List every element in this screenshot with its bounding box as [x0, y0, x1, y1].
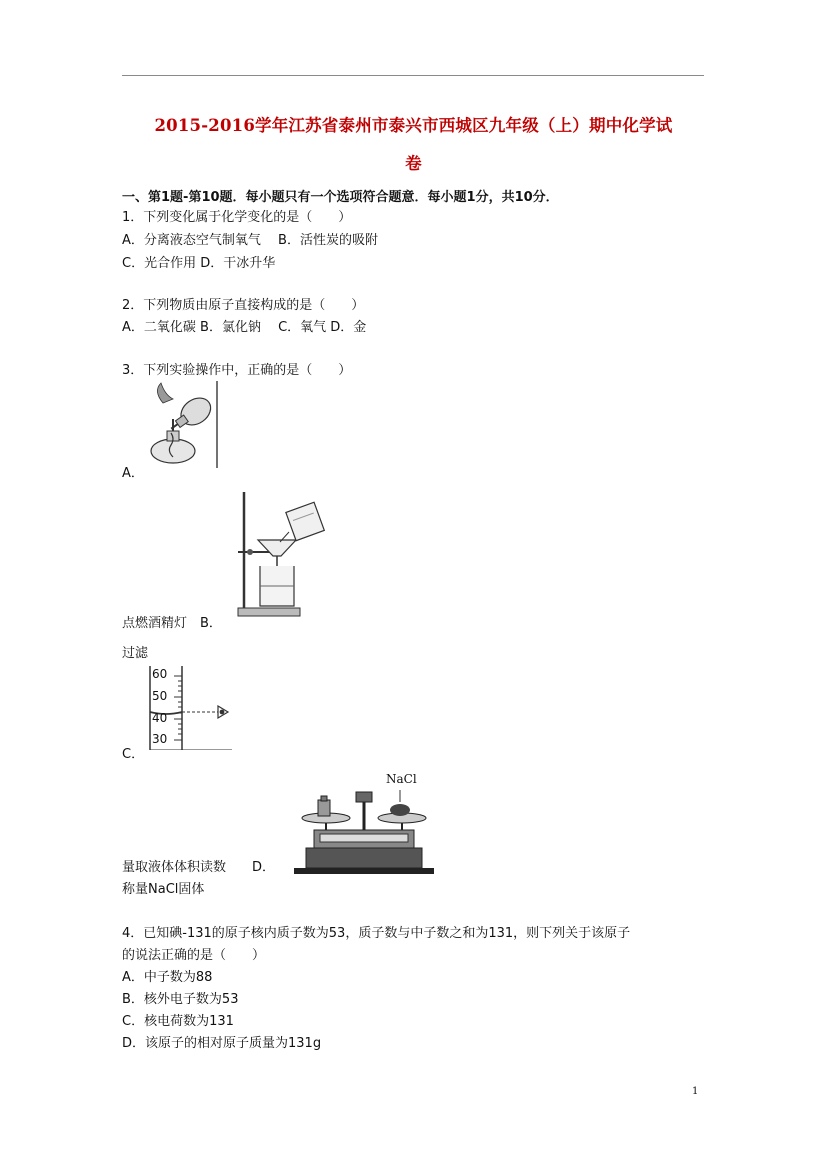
cylinder-tick-30: 30 [152, 732, 168, 746]
header-rule [122, 75, 704, 76]
q3-caption-c-option-d: 量取液体体积读数 D． [122, 860, 276, 875]
page-number: 1 [692, 1086, 699, 1097]
alcohol-lamp-figure [143, 381, 221, 468]
cylinder-tick-40: 40 [152, 711, 168, 725]
q3-caption-d: 称量NaCl固体 [122, 882, 205, 897]
q4-stem-line1: 4．已知碘-131的原子核内质子数为53，质子数与中子数之和为131，则下列关于该原子 [122, 926, 631, 941]
cylinder-tick-60: 60 [152, 667, 168, 681]
q2-options: A．二氧化碳 B．氯化钠 C．氧气 D．金 [122, 320, 367, 335]
q4-option-a: A．中子数为88 [122, 970, 213, 985]
q3-option-a: A． [122, 466, 144, 481]
q4-stem-line2: 的说法正确的是（ ） [122, 948, 266, 963]
cylinder-tick-50: 50 [152, 689, 168, 703]
q2-stem: 2．下列物质由原子直接构成的是（ ） [122, 298, 365, 313]
q3-caption-b: 过滤 [122, 646, 149, 661]
q4-option-c: C．核电荷数为131 [122, 1014, 234, 1029]
document-title-line2: 卷 [405, 154, 422, 173]
section-heading: 一、第1题-第10题．每小题只有一个选项符合题意．每小题1分，共10分． [122, 190, 559, 205]
filtration-figure [232, 490, 332, 618]
q3-caption-a-option-b: 点燃酒精灯 B． [122, 616, 222, 631]
q4-option-b: B．核外电子数为53 [122, 992, 239, 1007]
q1-options-ab: A．分离液态空气制氧气 B．活性炭的吸附 [122, 233, 378, 248]
q3-option-c: C． [122, 747, 145, 762]
q1-options-cd: C．光合作用 D．干冰升华 [122, 256, 276, 271]
q3-stem: 3．下列实验操作中，正确的是（ ） [122, 363, 352, 378]
q4-option-d: D．该原子的相对原子质量为131g [122, 1036, 322, 1051]
document-title-line1: 2015-2016学年江苏省泰州市泰兴市西城区九年级（上）期中化学试 [154, 116, 673, 135]
q1-stem: 1．下列变化属于化学变化的是（ ） [122, 210, 352, 225]
balance-label: NaCl [386, 772, 417, 786]
